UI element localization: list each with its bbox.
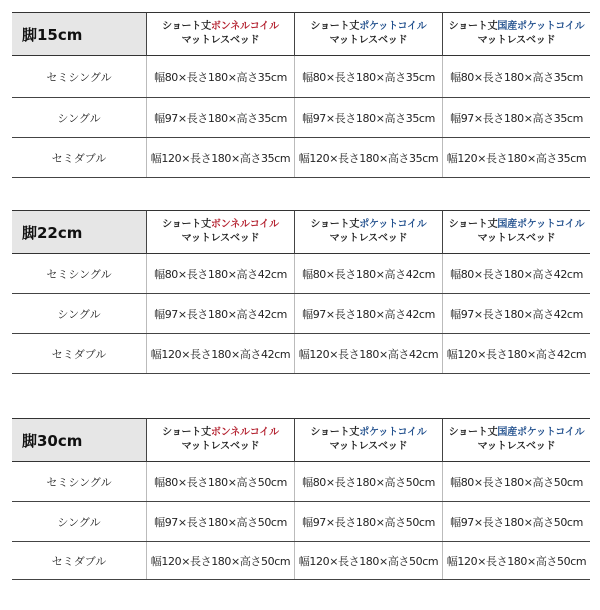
column-header-bonnell: ショート丈ボンネルコイル マットレスベッド	[146, 418, 294, 462]
table-row	[12, 542, 590, 580]
dimension-cell: 幅80×長さ180×高さ35cm	[146, 56, 294, 97]
column-header-pocket: ショート丈ポケットコイル マットレスベッド	[294, 210, 442, 254]
dimension-cell: 幅80×長さ180×高さ42cm	[146, 254, 294, 293]
size-table-leg15	[12, 12, 590, 178]
table-row	[12, 56, 590, 98]
size-name: セミシングル	[46, 70, 112, 84]
dimension-cell: 幅120×長さ180×高さ35cm	[294, 138, 442, 177]
dimension-cell: 幅97×長さ180×高さ50cm	[146, 502, 294, 541]
dimension-cell: 幅120×長さ180×高さ42cm	[442, 334, 590, 373]
table-header	[12, 12, 590, 56]
table-header	[12, 418, 590, 462]
size-name: セミシングル	[46, 475, 112, 489]
dimension-cell: 幅97×長さ180×高さ50cm	[294, 502, 442, 541]
size-table-leg22	[12, 210, 590, 374]
table-row	[12, 462, 590, 502]
dimension-cell: 幅80×長さ180×高さ42cm	[294, 254, 442, 293]
dimension-cell: 幅120×長さ180×高さ42cm	[294, 334, 442, 373]
dimension-cell: 幅80×長さ180×高さ50cm	[146, 462, 294, 501]
table-row	[12, 334, 590, 374]
column-header-pocket: ショート丈ポケットコイル マットレスベッド	[294, 12, 442, 56]
dimension-cell: 幅80×長さ180×高さ50cm	[294, 462, 442, 501]
column-header-domestic-pocket: ショート丈国産ポケットコイル マットレスベッド	[442, 210, 590, 254]
size-table-leg30	[12, 418, 590, 580]
table-row	[12, 502, 590, 542]
size-name: シングル	[57, 307, 101, 321]
dimension-cell: 幅97×長さ180×高さ35cm	[294, 98, 442, 137]
column-header-pocket: ショート丈ポケットコイル マットレスベッド	[294, 418, 442, 462]
size-name: シングル	[57, 515, 101, 529]
dimension-cell: 幅80×長さ180×高さ35cm	[294, 56, 442, 97]
column-header-bonnell: ショート丈ボンネルコイル マットレスベッド	[146, 210, 294, 254]
size-name: セミダブル	[51, 554, 107, 568]
dimension-cell: 幅120×長さ180×高さ50cm	[442, 542, 590, 579]
leg-height-label: 脚22cm	[12, 210, 146, 254]
dimension-cell: 幅97×長さ180×高さ42cm	[442, 294, 590, 333]
size-name: セミシングル	[46, 267, 112, 281]
table-header	[12, 210, 590, 254]
dimension-cell: 幅120×長さ180×高さ35cm	[146, 138, 294, 177]
size-name: セミダブル	[51, 347, 107, 361]
dimension-cell: 幅80×長さ180×高さ42cm	[442, 254, 590, 293]
dimension-cell: 幅97×長さ180×高さ42cm	[146, 294, 294, 333]
dimension-cell: 幅120×長さ180×高さ42cm	[146, 334, 294, 373]
column-header-domestic-pocket: ショート丈国産ポケットコイル マットレスベッド	[442, 12, 590, 56]
table-row	[12, 98, 590, 138]
leg-height-label: 脚30cm	[12, 418, 146, 462]
size-name: シングル	[57, 111, 101, 125]
dimension-cell: 幅97×長さ180×高さ42cm	[294, 294, 442, 333]
table-row	[12, 138, 590, 178]
table-row	[12, 294, 590, 334]
dimension-cell: 幅120×長さ180×高さ35cm	[442, 138, 590, 177]
dimension-cell: 幅80×長さ180×高さ35cm	[442, 56, 590, 97]
leg-height-label: 脚15cm	[12, 12, 146, 56]
table-row	[12, 254, 590, 294]
dimension-cell: 幅97×長さ180×高さ35cm	[146, 98, 294, 137]
dimension-cell: 幅120×長さ180×高さ50cm	[146, 542, 294, 579]
dimension-cell: 幅97×長さ180×高さ50cm	[442, 502, 590, 541]
dimension-cell: 幅97×長さ180×高さ35cm	[442, 98, 590, 137]
dimension-cell: 幅80×長さ180×高さ50cm	[442, 462, 590, 501]
dimension-cell: 幅120×長さ180×高さ50cm	[294, 542, 442, 579]
column-header-domestic-pocket: ショート丈国産ポケットコイル マットレスベッド	[442, 418, 590, 462]
column-header-bonnell: ショート丈ボンネルコイル マットレスベッド	[146, 12, 294, 56]
size-name: セミダブル	[51, 151, 107, 165]
